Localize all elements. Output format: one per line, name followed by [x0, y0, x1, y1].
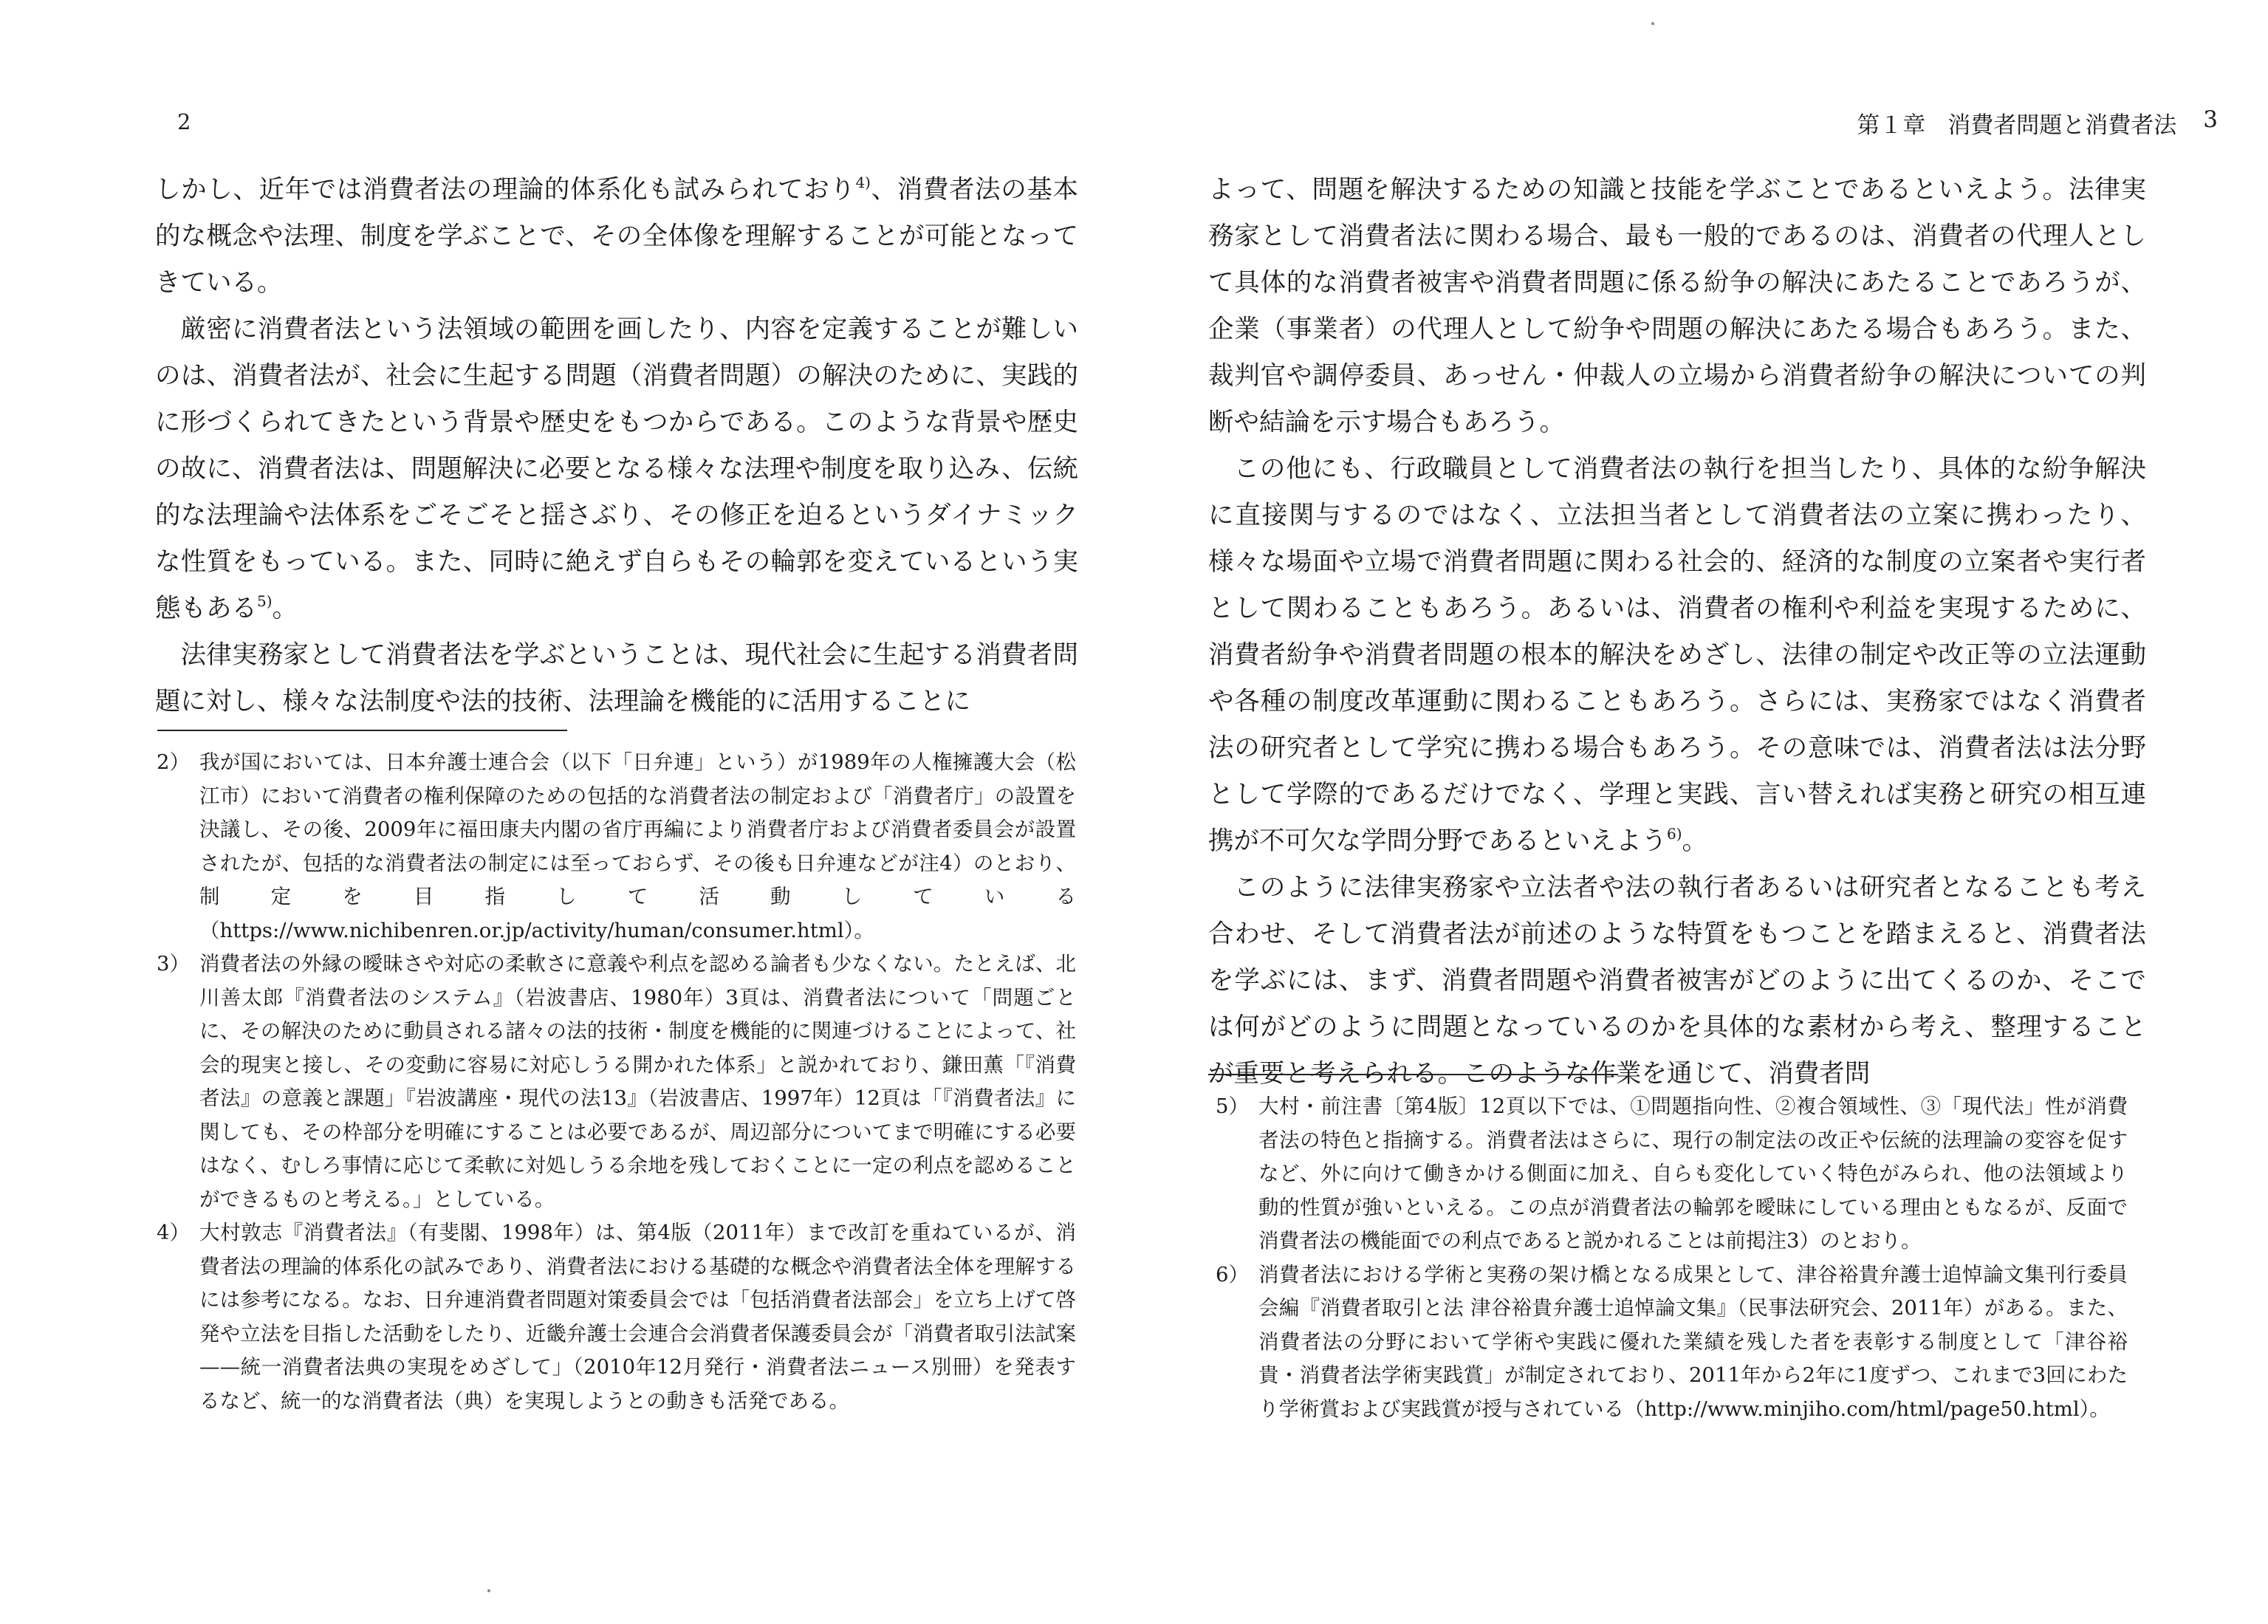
- footnote-separator: [1208, 1074, 1618, 1075]
- paragraph: このように法律実務家や立法者や法の執行者あるいは研究者となることも考え合わせ、そして消費者法が前述のような特質をもつことを踏まえると、消費者法を学ぶには、まず、消費者問題や消費者被害がどのように出てくるのか、そこでは何がどのように問題となっているのかを具体的な素材から考え、整理することが重要と考えられる。このような作業を通じて、消費者問: [1208, 873, 2146, 1089]
- footnote-number: 3）: [157, 952, 190, 976]
- footnote-ref[interactable]: 4): [855, 174, 871, 191]
- footnote: [1216, 1258, 2128, 1427]
- footnotes: [1216, 1090, 2128, 1426]
- paragraph: 厳密に消費者法という法領域の範囲を画したり、内容を定義することが難しいのは、消費者法が、社会に生起する問題（消費者問題）の解決のために、実践的に形づくられてきたという背景や歴史をもつからである。このような背景や歴史の故に、消費者法は、問題解決に必要となる様々な法理や制度を取り込み、伝統的な法理論や法体系をごそごそと揺さぶり、その修正を迫るというダイナミックな性質をもっている。また、同時に絶えず自らもその輪郭を変えているという実態もある$^{5)}$。: [155, 315, 1078, 623]
- footnote-number: 6）: [1216, 1262, 1249, 1286]
- footnote: [1216, 1090, 2128, 1258]
- footnote-ref[interactable]: 5): [257, 592, 273, 610]
- footnote-text: 消費者法における学術と実務の架け橋となる成果として、津谷裕貴弁護士追悼論文集刊行委員会編『消費者取引と法 津谷裕貴弁護士追悼論文集』（民事法研究会、2011年）がある。また、消費者法の分野において学術や実践に優れた業績を残した者を表彰する制度として「津谷裕貴・消費者法学術実践賞」が制定されており、2011年から2年に1度ずつ、これまで3回にわたり学術賞および実践賞が授与されている（http://www.minjiho.com/html/page50.html）。: [1258, 1262, 2128, 1421]
- scan-speck: [1651, 22, 1654, 25]
- footnote-number: 5）: [1216, 1094, 1249, 1118]
- main-text: [1208, 167, 2146, 1097]
- footnote-separator: [157, 730, 567, 731]
- footnote: [157, 948, 1076, 1216]
- footnote-text: 大村敦志『消費者法』（有斐閣、1998年）は、第4版（2011年）まで改訂を重ねているが、消費者法の理論的体系化の試みであり、消費者法における基礎的な概念や消費者法全体を理解するには参考になる。なお、日弁連消費者問題対策委員会では「包括消費者法部会」を立ち上げて啓発や立法を目指した活動をしたり、近畿弁護士会連合会消費者保護委員会が「消費者取引法試案——統一消費者法典の実現をめざして」（2010年12月発行・消費者法ニュース別冊）を発表するなど、統一的な消費者法（典）を実現しようとの動きも活発である。: [199, 1221, 1076, 1413]
- paragraph: この他にも、行政職員として消費者法の執行を担当したり、具体的な紛争解決に直接関与するのではなく、立法担当者として消費者法の立案に携わったり、様々な場面や立場で消費者問題に関わる社会的、経済的な制度の立案者や実行者として関わることもあろう。あるいは、消費者の権利や利益を実現するために、消費者紛争や消費者問題の根本的解決をめざし、法律の制定や改正等の立法運動や各種の制度改革運動に関わることもあろう。さらには、実務家ではなく消費者法の研究者として学究に携わる場合もあろう。その意味では、消費者法は法分野として学際的であるだけでなく、学理と実践、言い替えれば実務と研究の相互連携が不可欠な学問分野であるといえよう$^{6)}$。: [1208, 454, 2146, 856]
- footnote-text: 消費者法の外縁の曖昧さや対応の柔軟さに意義や利点を認める論者も少なくない。たとえば、北川善太郎『消費者法のシステム』（岩波書店、1980年）3頁は、消費者法について「問題ごとに、その解決のために動員される諸々の法的技術・制度を機能的に関連づけることによって、社会的現実と接し、その変動に容易に対応しうる開かれた体系」と説かれており、鎌田薫「『消費者法』の意義と課題」『岩波講座・現代の法13』（岩波書店、1997年）12頁は「『消費者法』に関しても、その枠部分を明確にすることは必要であるが、周辺部分についてまで明確にする必要はなく、むしろ事情に応じて柔軟に対処しうる余地を残しておくことに一定の利点を認めることができるものと考える。」としている。: [199, 952, 1076, 1211]
- footnote-number: 2）: [157, 750, 190, 774]
- footnote-text: 我が国においては、日本弁護士連合会（以下「日弁連」という）が1989年の人権擁護大会（松江市）において消費者の権利保障のための包括的な消費者法の制定および「消費者庁」の設置を決議し、その後、2009年に福田康夫内閣の省庁再編により消費者庁および消費者委員会が設置されたが、包括的な消費者法の制定には至っておらず、その後も日弁連などが注4）のとおり、制定を目指して活動している（https://www.nichibenren.or.jp/activity/human/consumer.html）。: [199, 750, 1076, 942]
- footnote: [157, 1216, 1076, 1418]
- running-head: [1857, 106, 2218, 140]
- footnote-text: 大村・前注書〔第4版〕12頁以下では、①問題指向性、②複合領域性、③「現代法」性が消費者法の特色と指摘する。消費者法はさらに、現行の制定法の改正や伝統的法理論の変容を促すなど、外に向けて働きかける側面に加え、自らも変化していく特色がみられ、他の法領域より動的性質が強いといえる。この点が消費者法の輪郭を曖昧にしている理由ともなるが、反面で消費者法の機能面での利点であると説かれることは前掲注3）のとおり。: [1258, 1094, 2128, 1253]
- footnotes: [157, 746, 1076, 1418]
- chapter-title: 消費者問題と消費者法: [1947, 112, 2177, 139]
- paragraph: よって、問題を解決するための知識と技能を学ぶことであるといえよう。法律実務家として消費者法に関わる場合、最も一般的であるのは、消費者の代理人として具体的な消費者被害や消費者問題に係る紛争の解決にあたることであろうが、企業（事業者）の代理人として紛争や問題の解決にあたる場合もあろう。また、裁判官や調停委員、あっせん・仲裁人の立場から消費者紛争の解決についての判断や結論を示す場合もあろう。: [1208, 175, 2146, 437]
- page-number: 2: [177, 109, 191, 134]
- footnote: [157, 746, 1076, 948]
- scan-speck: [487, 1589, 490, 1592]
- footnote-number: 4）: [157, 1221, 190, 1244]
- paragraph: 法律実務家として消費者法を学ぶということは、現代社会に生起する消費者問題に対し、様々な法制度や法的技術、法理論を機能的に活用することに: [155, 640, 1078, 716]
- page-number: 3: [2203, 106, 2218, 133]
- right-page: [1134, 0, 2268, 1624]
- main-text: [155, 167, 1078, 725]
- chapter-number: 第１章: [1857, 112, 1926, 139]
- paragraph: しかし、近年では消費者法の理論的体系化も試みられており$^{4)}$、消費者法の基本的な概念や法理、制度を学ぶことで、その全体像を理解することが可能となってきている。: [155, 174, 1079, 298]
- footnote-ref[interactable]: 6): [1667, 825, 1682, 843]
